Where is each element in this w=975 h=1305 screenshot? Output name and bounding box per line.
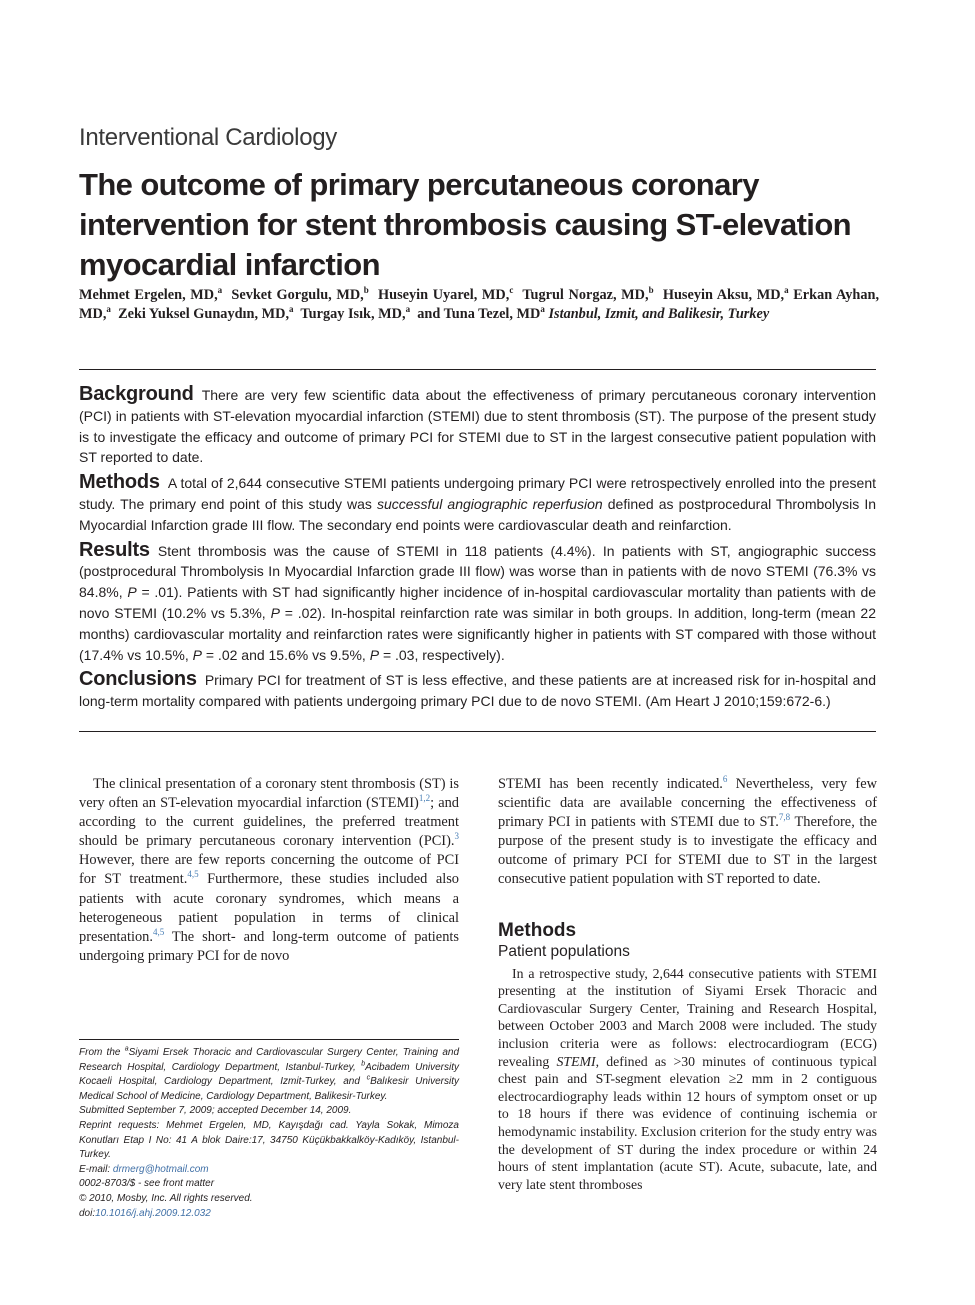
abstract-bottom-rule: [79, 731, 876, 732]
author-list: [79, 286, 879, 324]
body-text: STEMI has been recently indicated.: [498, 776, 723, 792]
body-text: However, there are few reports concerning the outcome of PCI for ST treatment.: [79, 852, 459, 888]
email-link[interactable]: drmerg@hotmail.com: [112, 1163, 209, 1175]
abstract-background-heading: Background: [79, 383, 194, 405]
reference-link[interactable]: 4,5: [187, 869, 199, 880]
methods-heading: Methods: [498, 919, 577, 941]
body-text: , defined as >30 minutes of continuous typical chest pain and ST-segment elevation ≥2 mm in 2 contiguous electrocardiography leads within 12 hours of symptom onset or up to 18 hours if there was evidence of continuing ischemia or hemodynamic instability. Exclusion criterion for the study entry was the development of ST during the index procedure or within 24 hours of stent implantation (acute ST). Acute, subacute, late, and very late stent thromboses: [498, 1053, 878, 1192]
doi-footnote: [79, 1207, 459, 1222]
body-text: In a retrospective study, 2,644 consecutive patients with STEMI presenting at the institution of Siyami Ersek Thoracic and Cardiovascular Surgery Center, Training and Research Hospital, between October 2003 and March 2008 were included. The study inclusion criteria were as follows: electrocardiogram (ECG) revealing: [498, 965, 877, 1069]
author-name: Turgay Isık, MD,: [300, 306, 406, 322]
abstract-methods-text: A total of 2,644 consecutive STEMI patients undergoing primary PCI were retrospectively enrolled into the present study. The primary end point of this study was: [79, 475, 876, 512]
email-label: E-mail:: [79, 1163, 111, 1175]
footnote-text: Acibadem University Kocaeli Hospital, Cardiology Department, Izmit-Turkey, and: [79, 1061, 459, 1088]
body-text: The clinical presentation of a coronary stent thrombosis (ST) is very often an ST-elevation myocardial infarction (STEMI): [79, 776, 459, 812]
abstract-conclusions-heading: Conclusions: [79, 668, 197, 691]
affiliation-mark: b: [361, 1060, 366, 1068]
affiliations-footnote: [79, 1046, 459, 1104]
affiliation-mark: a: [124, 1045, 129, 1053]
patient-populations-subheading: Patient populations: [498, 942, 630, 960]
footnotes: [79, 1046, 459, 1221]
body-text: ; and according to the current guidelines, the preferred treatment should be primary percutaneous coronary intervention (PCI).: [79, 795, 460, 850]
footnote-text: Balıkesir University Medical School of Medicine, Cardiology Department, Balikesir-Turkey.: [79, 1076, 459, 1102]
abstract-results-heading: Results: [79, 538, 150, 561]
author-name: Sevket Gorgulu, MD,: [231, 287, 364, 303]
abstract-results-text: = .01). Patients with ST had significantly higher incidence of in-hospital cardiovascular mortality than patients with de novo STEMI (10.2% vs 5.3%,: [79, 584, 877, 621]
body-column-left: [79, 775, 459, 966]
body-text: Nevertheless, very few scientific data are available concerning the effectiveness of primary PCI in patients with STEMI due to ST.: [498, 776, 877, 831]
p-value-symbol: P: [270, 604, 280, 621]
doi-link[interactable]: 10.1016/j.ahj.2009.12.032: [95, 1207, 211, 1219]
footnote-text: Siyami Ersek Thoracic and Cardiovascular Surgery Center, Training and Research Hospital, Cardiology Department, Istanbul-Turkey,: [79, 1047, 460, 1073]
p-value-symbol: P: [127, 584, 137, 601]
body-paragraph: [498, 965, 877, 1194]
footnote-rule: [79, 1039, 459, 1040]
body-column-right: [498, 775, 877, 1193]
section-label: Interventional Cardiology: [79, 124, 337, 151]
article-title: The outcome of primary percutaneous coronary intervention for stent thrombosis causing ST-elevation myocardial infarction: [79, 167, 851, 282]
abstract-methods-heading: Methods: [79, 471, 160, 494]
abstract-results-text: = .03, respectively).: [382, 646, 505, 663]
abstract-results-text: = .02). In-hospital reinfarction rate was similar in both groups. In addition, long-term (mean 22 months) cardiovascular mortality and reinfarction rates were significantly higher in patients with ST compared with those without (17.4% vs 10.5%,: [79, 604, 877, 663]
footnote-text: From the: [79, 1047, 121, 1058]
reference-link[interactable]: 4,5: [152, 926, 165, 937]
p-value-symbol: P: [192, 646, 202, 663]
abstract-top-rule: [79, 369, 876, 370]
abstract-background-text: There are very few scientific data about the effectiveness of primary percutaneous coronary intervention (PCI) in patients with ST-elevation myocardial infarction (STEMI) due to stent thrombosis (ST). The purpose of the present study is to investigate the efficacy and outcome of primary PCI for STEMI due to ST in the largest consecutive patient population with ST reported to date.: [79, 387, 876, 466]
affiliation-mark: b: [648, 285, 654, 296]
abstract-background: [79, 384, 876, 468]
abstract-conclusions-text: Primary PCI for treatment of ST is less effective, and these patients are at increased risk for in-hospital and long-term mortality compared with patients undergoing primary PCI due to de novo STEMI. (Am Heart J 2010;159:672-6.): [79, 672, 876, 710]
doi-label: doi:: [79, 1207, 96, 1219]
affiliation-mark: a: [289, 304, 294, 315]
copyright-footnote: © 2010, Mosby, Inc. All rights reserved.: [79, 1192, 253, 1204]
abstract-methods: [79, 472, 876, 535]
submitted-footnote: Submitted September 7, 2009; accepted December 14, 2009.: [79, 1105, 352, 1117]
author-name: Zeki Yuksel Gunaydın, MD,: [118, 306, 290, 322]
affiliation-mark: a: [217, 285, 223, 296]
abstract-conclusions: [79, 669, 876, 712]
reference-link[interactable]: 1,2: [418, 793, 431, 804]
body-paragraph: [79, 775, 459, 966]
abstract-methods-emphasis: successful angiographic reperfusion: [376, 495, 603, 512]
affiliation-mark: a: [540, 304, 545, 315]
reference-link[interactable]: 7,8: [778, 812, 791, 823]
affiliation-mark: a: [784, 285, 789, 296]
abstract: [79, 384, 876, 716]
reference-link[interactable]: 6: [722, 774, 728, 785]
email-footnote: [79, 1163, 459, 1178]
author-name: Huseyin Uyarel, MD,: [378, 287, 510, 303]
author-name: Erkan Ayhan, MD,: [79, 287, 880, 322]
author-name: Mehmet Ergelen, MD,: [79, 287, 218, 303]
affiliation-mark: a: [405, 304, 411, 315]
p-value-symbol: P: [369, 646, 380, 663]
author-name: and Tuna Tezel, MD: [417, 306, 541, 322]
author-location: Istanbul, Izmit, and Balikesir, Turkey: [548, 306, 770, 322]
abstract-methods-text: defined as postprocedural Thrombolysis In Myocardial Infarction grade III flow. The secondary end points were cardiovascular death and reinfarction.: [79, 495, 877, 533]
reprint-footnote: Reprint requests: Mehmet Ergelen, MD, Kayışdağı cad. Yayla Sokak, Mimoza Konutları Etap I No: 41 A blok Daire:17, 34750 Küçükbakkalköy-Kadıköy, Istanbul-Turkey.: [79, 1119, 459, 1161]
affiliation-mark: c: [366, 1074, 371, 1082]
body-paragraph: [498, 775, 877, 890]
reference-link[interactable]: 3: [454, 831, 459, 842]
body-text: Furthermore, these studies included also patients with acute coronary syndromes, which means a heterogeneous patient population in terms of clinical presentation.: [79, 871, 459, 945]
body-emphasis: STEMI: [556, 1053, 596, 1069]
abstract-results: [79, 540, 876, 666]
author-name: Huseyin Aksu, MD,: [662, 287, 785, 303]
affiliation-mark: a: [106, 304, 111, 315]
abstract-results-text: Stent thrombosis was the cause of STEMI in 118 patients (4.4%). In patients with ST, angiographic success (postprocedural Thrombolysis In Myocardial Infarction grade III flow) was worse than in patients with de novo STEMI (76.3% vs 84.8%,: [79, 542, 876, 601]
affiliation-mark: b: [363, 285, 369, 296]
body-text: The short- and long-term outcome of patients undergoing primary PCI for de novo: [79, 928, 459, 964]
affiliation-mark: c: [509, 285, 514, 296]
issn-footnote: 0002-8703/$ - see front matter: [79, 1178, 215, 1190]
author-name: Tugrul Norgaz, MD,: [522, 287, 649, 303]
body-text: Therefore, the purpose of the present study is to investigate the efficacy and outcome of primary PCI for STEMI due to ST in the largest consecutive patient population with ST reported to date.: [498, 814, 877, 888]
abstract-results-text: = .02 and 15.6% vs 9.5%,: [205, 646, 366, 663]
